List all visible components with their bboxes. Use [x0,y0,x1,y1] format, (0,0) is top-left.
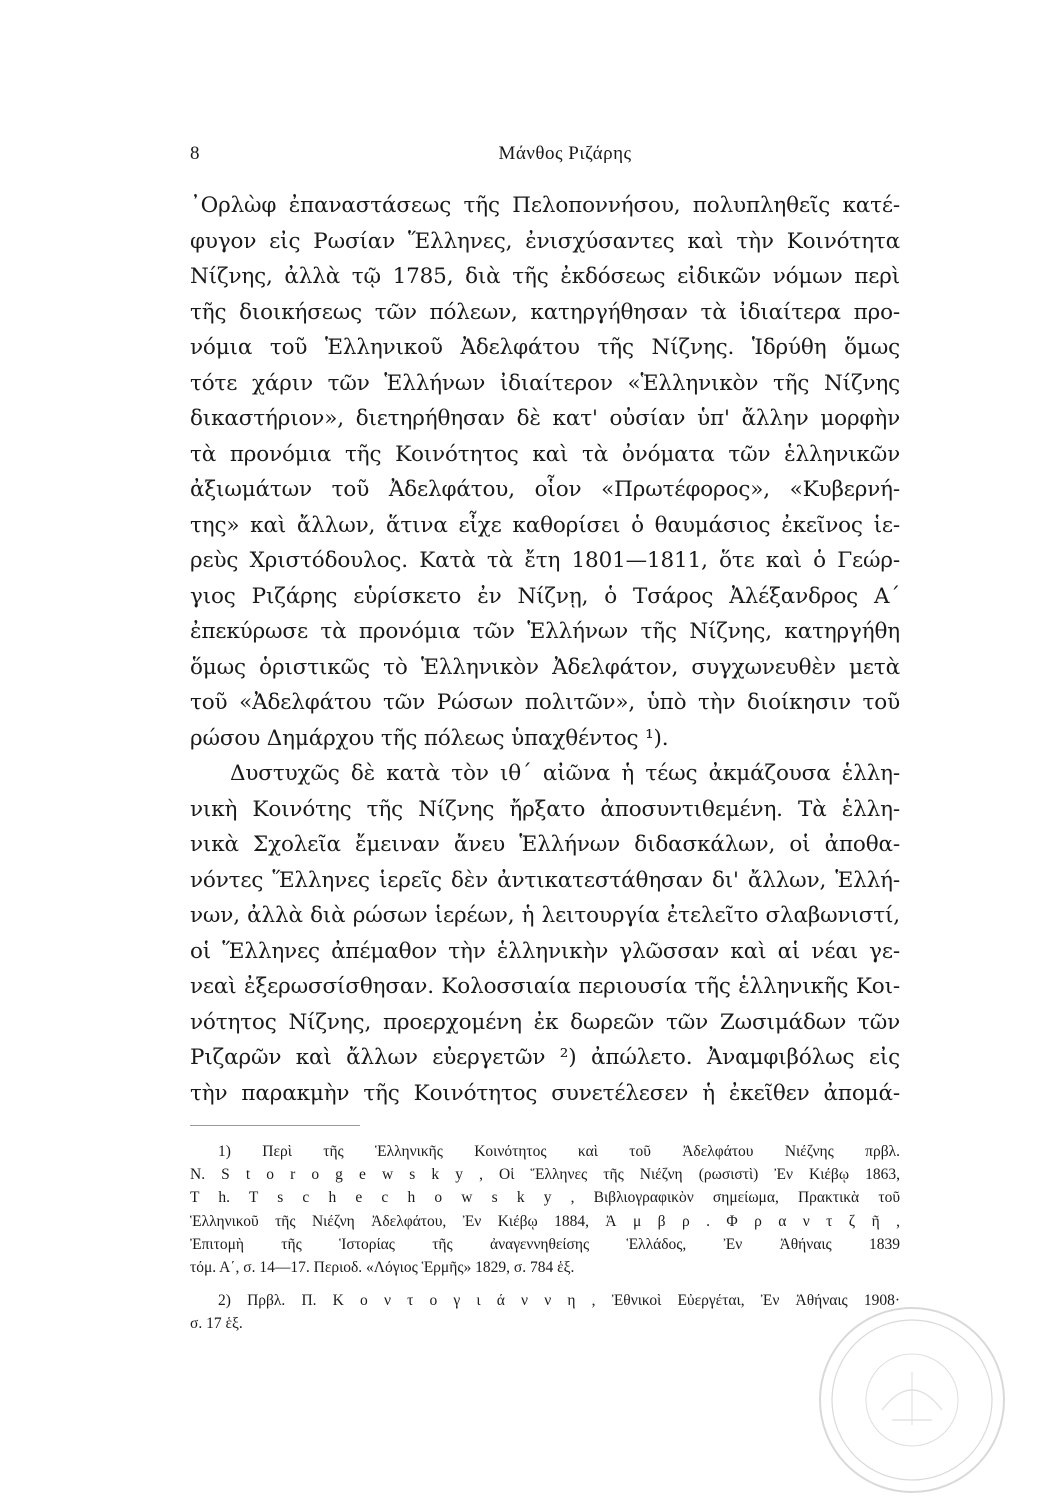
footnote-line: 2) Πρβλ. Π. Κ ο ν τ ο γ ι ά ν ν η , Ἐθνικοὶ Εὐεργέται, Ἐν Ἀθήναις 1908· [218,1292,900,1310]
text-line: ἀξιωμάτων τοῦ Ἀδελφάτου, οἷον «Πρωτέφορος», «Κυβερνή- [190,477,900,502]
text-line: νότητος Νίζνης, προερχομένη ἐκ δωρεῶν τῶν Ζωσιμάδων τῶν [190,1009,900,1035]
text-line: γιος Ριζάρης εὑρίσκετο ἐν Νίζνῃ, ὁ Τσάρος Ἀλέξανδρος Α΄ [190,583,900,609]
footnote-line: τόμ. Α΄, σ. 14—17. Περιοδ. «Λόγιος Ἑρμῆς» 1829, σ. 784 ἑξ. [190,1258,575,1276]
text-line: τότε χάριν τῶν Ἑλλήνων ἰδιαίτερον «Ἑλληνικὸν τῆς Νίζνης [190,370,900,396]
text-line: νόμια τοῦ Ἑλληνικοῦ Ἀδελφάτου τῆς Νίζνης. Ἱδρύθη ὅμως [190,335,900,360]
text-line: ρεὺς Χριστόδουλος. Κατὰ τὰ ἔτη 1801—1811, ὅτε καὶ ὁ Γεώρ- [190,548,900,573]
footnote-line: σ. 17 ἑξ. [190,1315,243,1333]
text-line: οἱ Ἕλληνες ἀπέμαθον τὴν ἑλληνικὴν γλῶσσαν καὶ αἱ νέαι γε- [190,938,900,964]
footnote-line: N. S t o r o g e w s k y , Οἱ Ἕλληνες τῆς Νιέζνη (ρωσιστὶ) Ἐν Κιέβῳ 1863, [190,1166,900,1184]
text-line: της» καὶ ἄλλων, ἅτινα εἶχε καθορίσει ὁ θαυμάσιος ἐκεῖνος ἱε- [190,512,900,538]
text-line: ρώσου Δημάρχου τῆς πόλεως ὑπαχθέντος ¹). [190,725,669,751]
text-line: ᾿Ορλὼφ ἐπαναστάσεως τῆς Πελοποννήσου, πολυπληθεῖς κατέ- [190,193,900,218]
text-line: νεαὶ ἐξερωσσίσθησαν. Κολοσσιαία περιουσία τῆς ἑλληνικῆς Κοι- [190,974,900,999]
text-line: δικαστήριον», διετηρήθησαν δὲ κατ' οὐσίαν ὑπ' ἄλλην μορφὴν [190,406,900,431]
text-line: τοῦ «Ἀδελφάτου τῶν Ρώσων πολιτῶν», ὑπὸ τὴν διοίκησιν τοῦ [190,690,900,715]
text-line: τὰ προνόμια τῆς Κοινότητος καὶ τὰ ὀνόματα τῶν ἑλληνικῶν [190,441,900,467]
page-number: 8 [190,143,200,164]
text-line: ἐπεκύρωσε τὰ προνόμια τῶν Ἑλλήνων τῆς Νίζνης, κατηργήθη [190,619,900,644]
text-line: νόντες Ἕλληνες ἱερεῖς δὲν ἀντικατεστάθησαν δι' ἄλλων, Ἑλλή- [190,867,900,893]
text-line: νικὰ Σχολεῖα ἔμειναν ἄνευ Ἑλλήνων διδασκάλων, οἱ ἀποθα- [190,832,900,857]
footnote-divider [190,1125,360,1126]
footnotes [190,1140,900,1336]
text-line: Ριζαρῶν καὶ ἄλλων εὐεργετῶν ²) ἀπώλετο. Ἀναμφιβόλως εἰς [190,1045,900,1070]
footnote-line: T h. T s c h e c h o w s k y , Βιβλιογραφικὸν σημείωμα, Πρακτικὰ τοῦ [190,1189,900,1207]
text-line: τῆς διοικήσεως τῶν πόλεων, κατηργήθησαν τὰ ἰδιαίτερα προ- [190,299,900,325]
text-line: νων, ἀλλὰ διὰ ρώσων ἱερέων, ἡ λειτουργία ἐτελεῖτο σλαβωνιστί, [190,903,900,928]
text-line: νικὴ Κοινότης τῆς Νίζνης ἤρξατο ἀποσυντιθεμένη. Τὰ ἑλλη- [190,796,900,822]
paragraph-start-line: Δυστυχῶς δὲ κατὰ τὸν ιθ΄ αἰῶνα ἡ τέως ἀκμάζουσα ἑλλη- [230,761,900,786]
text-line: φυγον εἰς Ρωσίαν Ἕλληνες, ἐνισχύσαντες καὶ τὴν Κοινότητα [190,228,900,254]
text-line: τὴν παρακμὴν τῆς Κοινότητος συνετέλεσεν ἡ ἐκεῖθεν ἀπομά- [190,1080,900,1106]
text-line: ὅμως ὁριστικῶς τὸ Ἑλληνικὸν Ἀδελφάτον, συγχωνευθὲν μετὰ [190,654,900,680]
page-header [190,143,900,173]
library-seal-icon [812,1300,1012,1500]
footnote-gap [190,1279,900,1289]
footnote-line: Ἑλληνικοῦ τῆς Νιέζνη Ἀδελφάτου, Ἐν Κιέβῳ 1884, Ἀ μ β ρ . Φ ρ α ν τ ζ ῆ , [190,1212,900,1230]
footnote-line: Ἐπιτομὴ τῆς Ἱστορίας τῆς ἀναγεννηθείσης Ἑλλάδος, Ἐν Ἀθήναις 1839 [190,1235,900,1253]
body-text [190,188,900,1111]
footnote-line: 1) Περὶ τῆς Ἑλληνικῆς Κοινότητος καὶ τοῦ Ἀδελφάτου Νιέζνης πρβλ. [218,1143,900,1160]
text-line: Νίζνης, ἀλλὰ τῷ 1785, διὰ τῆς ἐκδόσεως εἰδικῶν νόμων περὶ [190,264,900,289]
running-head: Μάνθος Ριζάρης [498,143,632,164]
